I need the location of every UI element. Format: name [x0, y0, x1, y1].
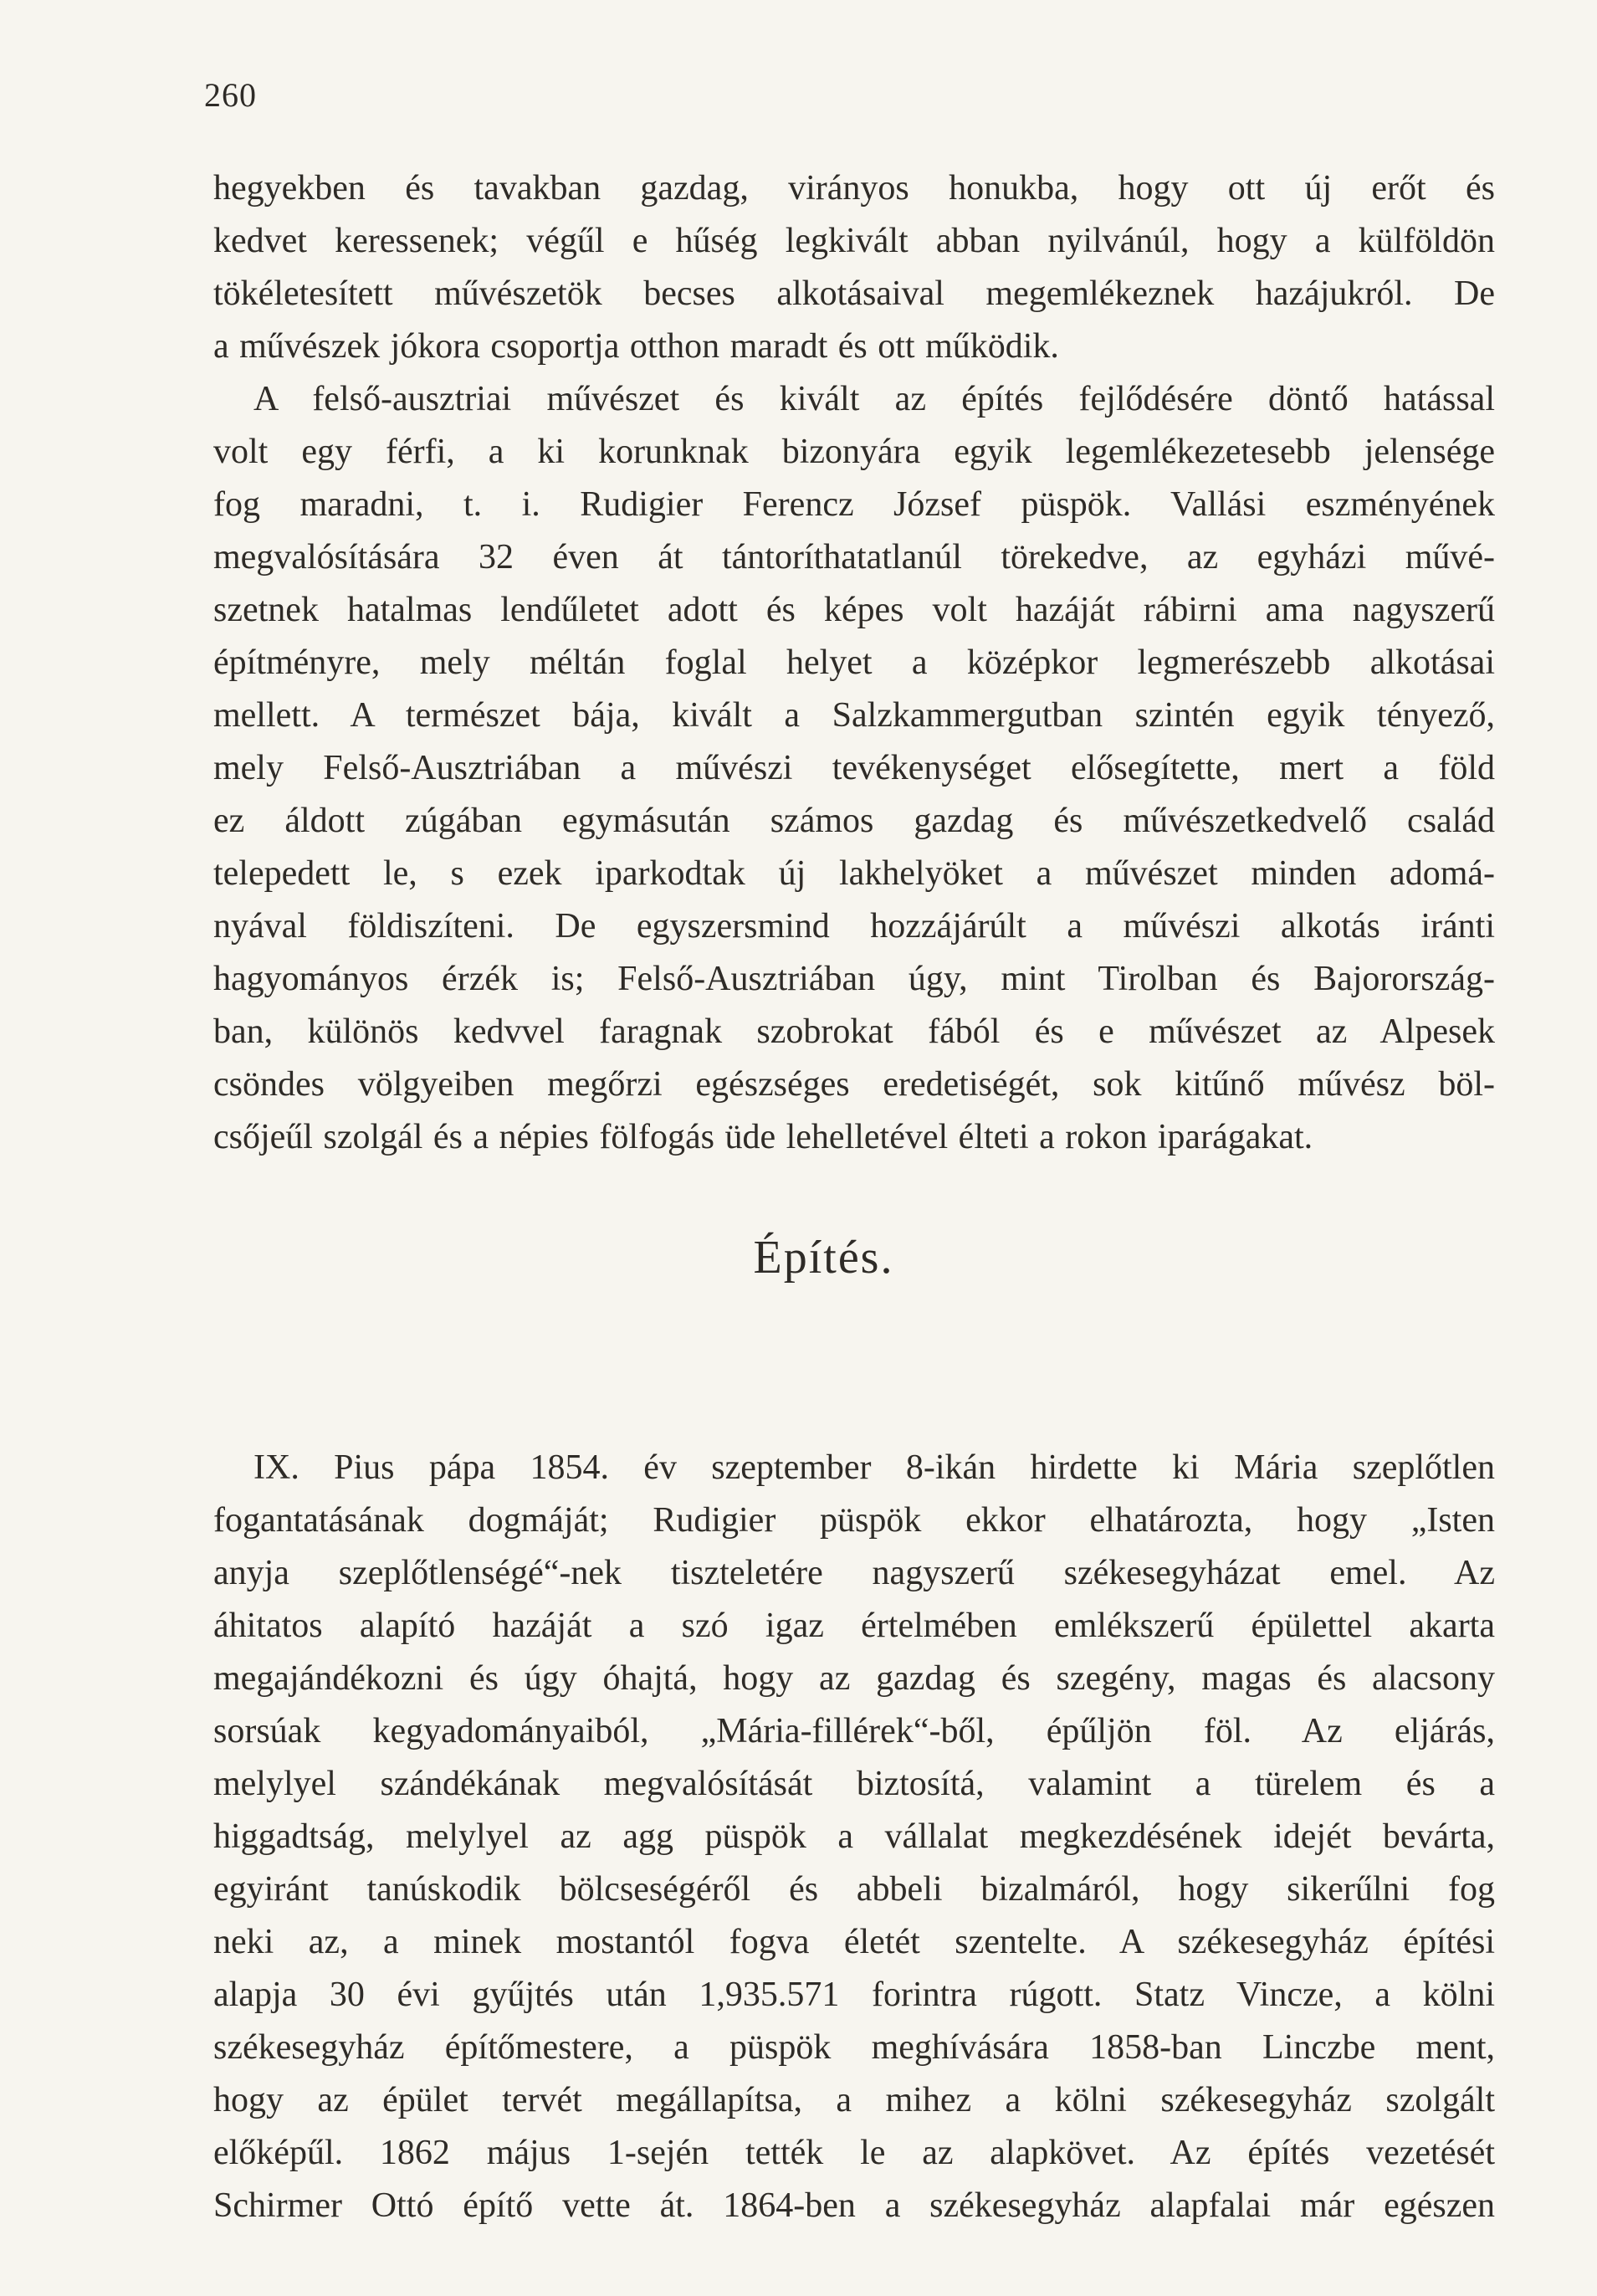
text-line: neki az, a minek mostantól fogva életét szentelte. A székesegyház építési [213, 1923, 1495, 1961]
text-line: Schirmer Ottó építő vette át. 1864-ben a székesegyház alapfalai már egészen [213, 2186, 1495, 2225]
text-line: ez áldott zúgában egymásután számos gazdag és művészetkedvelő család [213, 802, 1495, 840]
text-line: csöndes völgyeiben megőrzi egészséges eredetiségét, sok kitűnő művész böl- [213, 1065, 1495, 1104]
text-line: tökéletesített művészetök becses alkotásaival megemlékeznek hazájukról. De [213, 274, 1495, 313]
text-line: előképűl. 1862 május 1-sején tették le az alapkövet. Az építés vezetését [213, 2134, 1495, 2172]
body-text-section-1 [213, 162, 1495, 1164]
text-line: megvalósítására 32 éven át tántoríthatatlanúl törekedve, az egyházi művé- [213, 538, 1495, 577]
text-line: építményre, mely méltán foglal helyet a középkor legmerészebb alkotásai [213, 643, 1495, 682]
text-line: melylyel szándékának megvalósítását biztosítá, valamint a türelem és a [213, 1765, 1495, 1803]
text-line: hogy az épület tervét megállapítsa, a mihez a kölni székesegyház szolgált [213, 2081, 1495, 2119]
text-line: hagyományos érzék is; Felső-Ausztriában úgy, mint Tirolban és Bajorország- [213, 960, 1495, 998]
text-line: hegyekben és tavakban gazdag, virányos honukba, hogy ott új erőt és [213, 169, 1495, 208]
text-line: A felső-ausztriai művészet és kivált az építés fejlődésére döntő hatással [253, 380, 1495, 418]
text-line: volt egy férfi, a ki korunknak bizonyára egyik legemlékezetesebb jelensége [213, 433, 1495, 471]
text-line: higgadtság, melylyel az agg püspök a vállalat megkezdésének idejét bevárta, [213, 1817, 1495, 1856]
text-line: anyja szeplőtlenségé“-nek tiszteletére nagyszerű székesegyházat emel. Az [213, 1554, 1495, 1592]
text-line: székesegyház építőmestere, a püspök meghívására 1858-ban Linczbe ment, [213, 2028, 1495, 2067]
text-line: IX. Pius pápa 1854. év szeptember 8-ikán hirdette ki Mária szeplőtlen [253, 1448, 1495, 1487]
text-line: ban, különös kedvvel faragnak szobrokat fából és e művészet az Alpesek [213, 1012, 1495, 1051]
text-line: a művészek jókora csoportja otthon maradt és ott működik. [213, 327, 1059, 366]
text-line: fog maradni, t. i. Rudigier Ferencz József püspök. Vallási eszményének [213, 485, 1495, 524]
text-line: sorsúak kegyadományaiból, „Mária-fillérek“-ből, épűljön föl. Az eljárás, [213, 1712, 1495, 1750]
text-line: kedvet keressenek; végűl e hűség legkivált abban nyilvánúl, hogy a külföldön [213, 222, 1495, 260]
text-line: alapja 30 évi gyűjtés után 1,935.571 forintra rúgott. Statz Vincze, a kölni [213, 1976, 1495, 2014]
body-text-section-2 [213, 1442, 1495, 2232]
text-line: mely Felső-Ausztriában a művészi tevékenységet elősegítette, mert a föld [213, 749, 1495, 787]
text-line: egyiránt tanúskodik bölcseségéről és abbeli bizalmáról, hogy sikerűlni fog [213, 1870, 1495, 1909]
text-line: csőjeűl szolgál és a népies fölfogás üde lehelletével élteti a rokon iparágakat. [213, 1118, 1313, 1156]
text-line: telepedett le, s ezek iparkodtak új lakhelyöket a művészet minden adomá- [213, 854, 1495, 893]
text-line: mellett. A természet bája, kivált a Salzkammergutban szintén egyik tényező, [213, 696, 1495, 735]
text-line: szetnek hatalmas lendűletet adott és képes volt hazáját rábirni ama nagyszerű [213, 591, 1495, 629]
text-line: fogantatásának dogmáját; Rudigier püspök ekkor elhatározta, hogy „Isten [213, 1501, 1495, 1540]
text-line: megajándékozni és úgy óhajtá, hogy az gazdag és szegény, magas és alacsony [213, 1659, 1495, 1698]
text-line: áhitatos alapító hazáját a szó igaz értelmében emlékszerű épülettel akarta [213, 1607, 1495, 1645]
page-number: 260 [204, 76, 257, 114]
text-line: nyával földiszíteni. De egyszersmind hozzájárúlt a művészi alkotás iránti [213, 907, 1495, 946]
section-heading: Építés. [753, 1232, 894, 1284]
